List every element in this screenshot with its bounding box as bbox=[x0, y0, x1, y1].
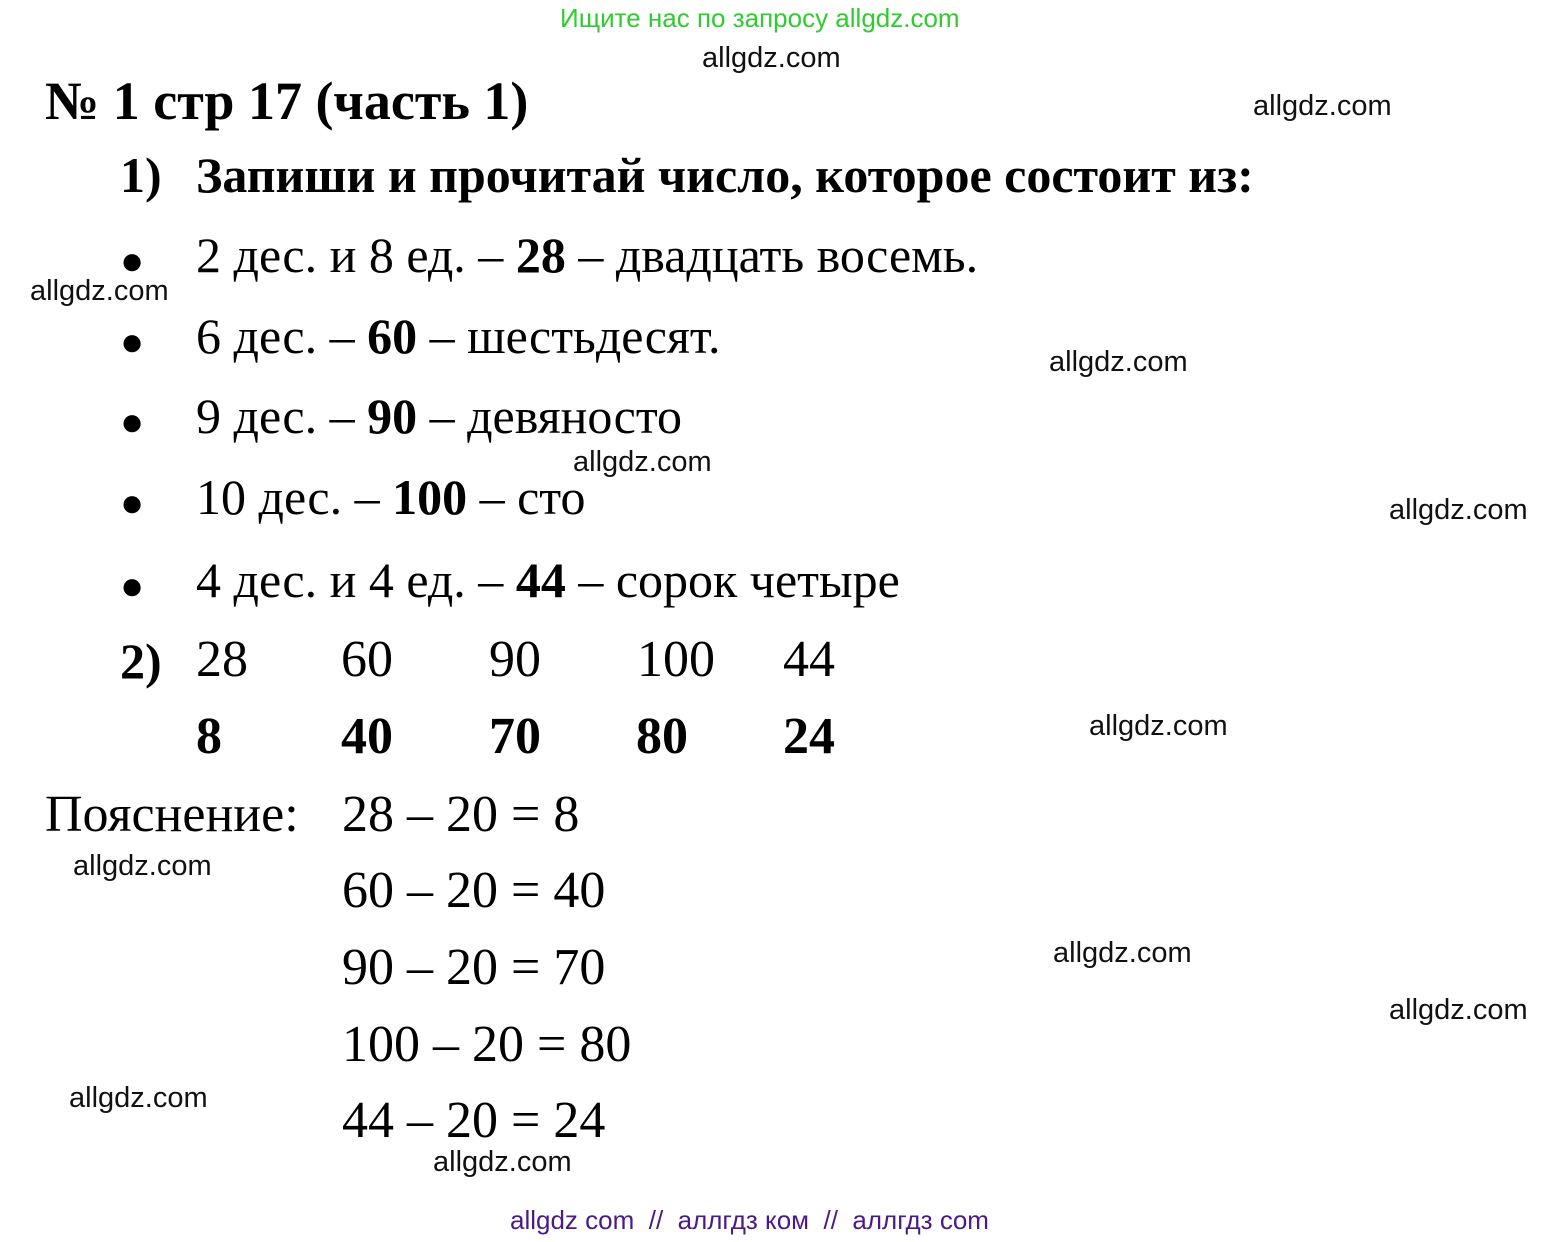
number: 80 bbox=[636, 708, 688, 765]
task1-label: 1) bbox=[120, 147, 162, 203]
equation: 100 – 20 = 80 bbox=[342, 1016, 632, 1073]
footer-links[interactable]: allgdz com // аллгдз ком // аллгдз com bbox=[510, 1205, 989, 1235]
watermark: allgdz.com bbox=[1253, 90, 1392, 122]
bullet-icon: ● bbox=[120, 480, 145, 525]
equation: 90 – 20 = 70 bbox=[342, 939, 606, 996]
number: 100 bbox=[637, 631, 715, 688]
number: 24 bbox=[783, 708, 835, 765]
watermark: allgdz.com bbox=[1049, 346, 1188, 378]
number: 90 bbox=[489, 631, 541, 688]
watermark: allgdz.com bbox=[1089, 710, 1228, 742]
watermark: allgdz.com bbox=[30, 275, 169, 307]
watermark: allgdz.com bbox=[573, 446, 712, 478]
watermark: allgdz.com bbox=[702, 42, 841, 74]
watermark: allgdz.com bbox=[69, 1082, 208, 1114]
page-title: № 1 стр 17 (часть 1) bbox=[45, 71, 529, 131]
number: 60 bbox=[341, 631, 393, 688]
number: 8 bbox=[196, 708, 222, 765]
list-item: ● 6 дес. – 60 – шестьдесят. bbox=[120, 308, 721, 364]
watermark: allgdz.com bbox=[1389, 994, 1528, 1026]
watermark: allgdz.com bbox=[433, 1146, 572, 1178]
equation: 60 – 20 = 40 bbox=[342, 862, 606, 919]
list-item: ● 2 дес. и 8 ед. – 28 – двадцать восемь. bbox=[120, 227, 979, 283]
watermark: allgdz.com bbox=[1389, 494, 1528, 526]
bullet-icon: ● bbox=[120, 238, 145, 283]
equation: 44 – 20 = 24 bbox=[342, 1092, 606, 1149]
list-item: ● 10 дес. – 100 – сто bbox=[120, 469, 586, 525]
number: 40 bbox=[341, 708, 393, 765]
number: 44 bbox=[783, 631, 835, 688]
search-hint: Ищите нас по запросу allgdz.com bbox=[560, 3, 960, 33]
equation: 28 – 20 = 8 bbox=[342, 786, 580, 843]
list-item: ● 9 дес. – 90 – девяносто bbox=[120, 388, 683, 444]
list-item: ● 4 дес. и 4 ед. – 44 – сорок четыре bbox=[120, 552, 900, 608]
number: 28 bbox=[196, 631, 248, 688]
watermark: allgdz.com bbox=[1053, 937, 1192, 969]
bullet-icon: ● bbox=[120, 563, 145, 608]
task1-question: Запиши и прочитай число, которое состоит из: bbox=[196, 147, 1254, 203]
bullet-icon: ● bbox=[120, 399, 145, 444]
number: 70 bbox=[489, 708, 541, 765]
bullet-icon: ● bbox=[120, 319, 145, 364]
task2-label: 2) bbox=[120, 633, 162, 689]
watermark: allgdz.com bbox=[73, 850, 212, 882]
explanation-label: Пояснение: bbox=[45, 786, 299, 843]
